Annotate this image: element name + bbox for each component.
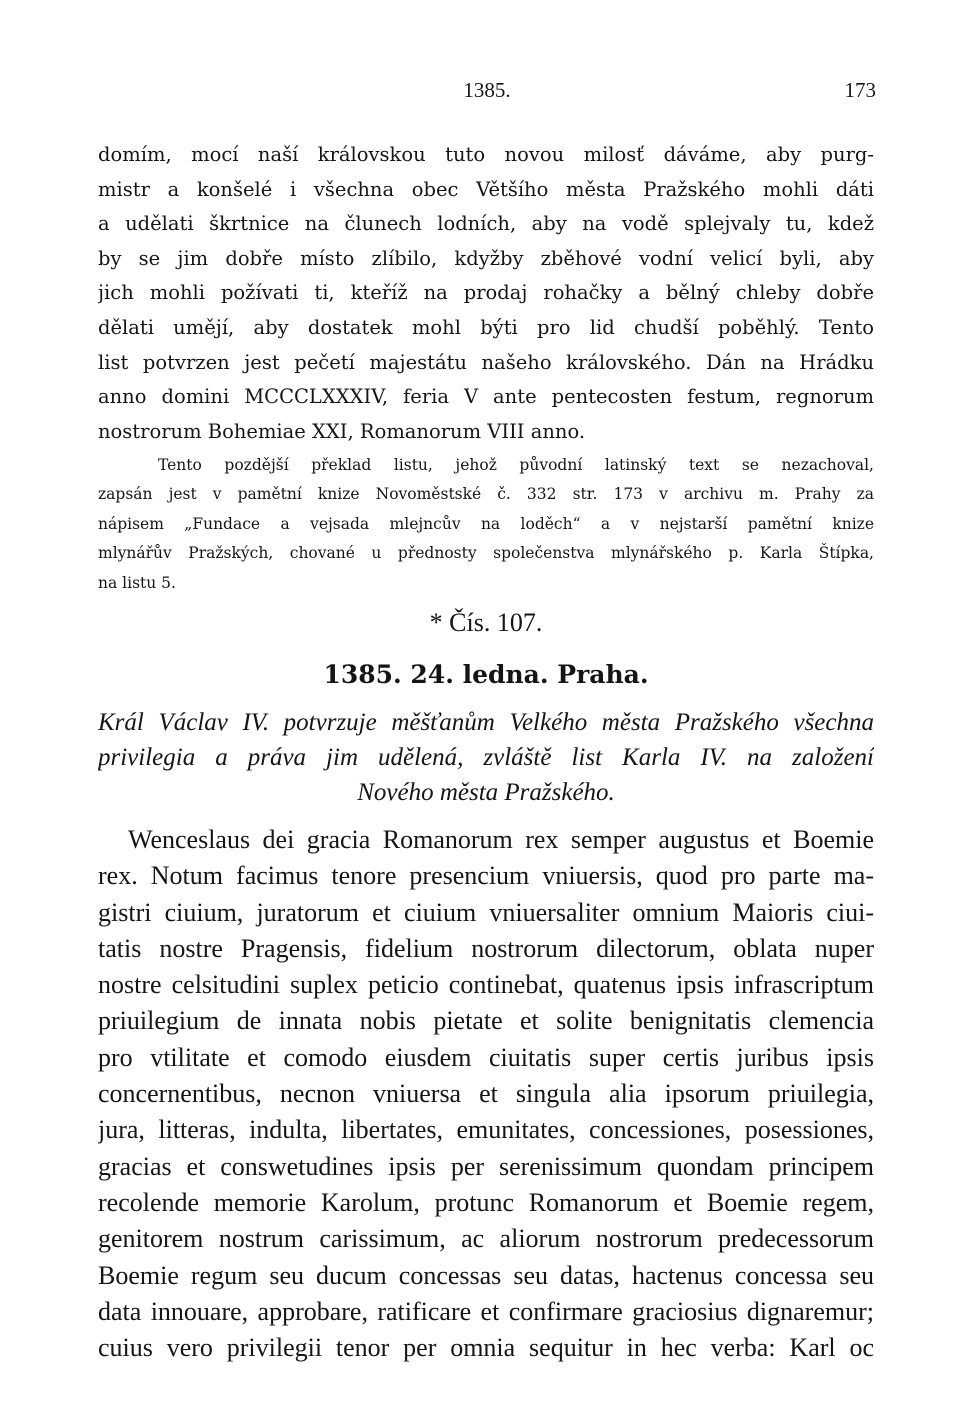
- text-line: nostrorum Bohemiae XXI, Romanorum VIII anno.: [98, 419, 586, 443]
- latin-line: recolende memorie Karolum, protunc Romanorum et Boemie regem,: [98, 1187, 874, 1217]
- running-header: [98, 78, 876, 104]
- czech-text-paragraph: [98, 138, 874, 449]
- text-line: by se jim dobře místo zlíbilo, kdyžby zběhové vodní velicí byli, aby: [98, 246, 874, 270]
- latin-line: rex. Notum facimus tenore presencium vniuersis, quod pro parte ma-: [98, 861, 874, 891]
- text-line: a udělati škrtnice na člunech lodních, aby na vodě splejvaly tu, kdež: [98, 212, 874, 236]
- editorial-note: [98, 451, 874, 598]
- regest-line: Král Václav IV. potvrzuje měšťanům Velkého města Pražského všechna: [98, 709, 874, 736]
- latin-line: Wenceslaus dei gracia Romanorum rex semper augustus et Boemie: [128, 825, 874, 854]
- text-line: anno domini MCCCLXXXIV, feria V ante pentecosten festum, regnorum: [98, 385, 874, 409]
- latin-line: gistri ciuium, juratorum et ciuium vniuersaliter omnium Maioris ciui-: [98, 897, 874, 927]
- note-line: na listu 5.: [98, 573, 176, 592]
- latin-text-paragraph: [98, 822, 874, 1366]
- text-line: mistr a konšelé i všechna obec Většího města Pražského mohli dáti: [98, 177, 874, 201]
- latin-line: concernentibus, necnon vniuersa et singula alia ipsorum priuilegia,: [98, 1079, 874, 1109]
- page-number: 173: [844, 78, 876, 102]
- note-line: mlynářův Pražských, chované u přednosty společenstva mlynářského p. Karla Štípka,: [98, 544, 874, 563]
- latin-line: priuilegium de innata nobis pietate et solite benignitatis clemencia: [98, 1006, 874, 1036]
- latin-line: genitorem nostrum carissimum, ac aliorum nostrorum predecessorum: [98, 1224, 874, 1254]
- note-line: Tento pozdější překlad listu, jehož původní latinský text se nezachoval,: [158, 456, 874, 474]
- note-line: nápisem „Fundace a vejsada mlejncův na loděch“ a v nejstarší pamětní knize: [98, 514, 874, 533]
- regest-line: privilegia a práva jim udělená, zvláště list Karla IV. na založení: [98, 744, 874, 771]
- note-line: zapsán jest v pamětní knize Novoměstské č. 332 str. 173 v archivu m. Prahy za: [98, 485, 874, 504]
- regest-line: Nového města Pražského.: [357, 779, 615, 806]
- text-line: jich mohli požívati ti, kteříž na prodaj rohačky a bělný chleby dobře: [98, 281, 874, 305]
- latin-line: data innouare, approbare, ratificare et confirmare graciosius dignaremur;: [98, 1296, 874, 1326]
- latin-line: pro vtilitate et comodo eiusdem ciuitatis super certis juribus ipsis: [98, 1042, 874, 1072]
- text-line: dělati umějí, aby dostatek mohl býti pro lid chudší poběhlý. Tento: [98, 315, 874, 339]
- text-line: domím, mocí naší královskou tuto novou milosť dáváme, aby purg-: [98, 143, 874, 166]
- latin-line: gracias et conswetudines ipsis per serenissimum quondam principem: [98, 1151, 874, 1181]
- document-date-heading: 1385. 24. ledna. Praha.: [323, 660, 649, 689]
- text-line: list potvrzen jest pečetí majestátu našeho královského. Dán na Hrádku: [98, 350, 874, 374]
- latin-line: tatis nostre Pragensis, fidelium nostrorum dilectorum, oblata nuper: [98, 933, 874, 963]
- latin-line: nostre celsitudini suplex peticio continebat, quatenus ipsis infrascriptum: [98, 970, 874, 1000]
- document-number: * Čís. 107.: [429, 608, 543, 637]
- latin-line: cuius vero privilegii tenor per omnia sequitur in hec verba: Karl oc: [98, 1333, 874, 1363]
- latin-line: jura, litteras, indulta, libertates, emunitates, concessiones, posessiones,: [98, 1115, 874, 1145]
- regest-summary: [98, 705, 874, 810]
- latin-line: Boemie regum seu ducum concessas seu datas, hactenus concessa seu: [98, 1260, 874, 1290]
- header-year: 1385.: [463, 78, 511, 102]
